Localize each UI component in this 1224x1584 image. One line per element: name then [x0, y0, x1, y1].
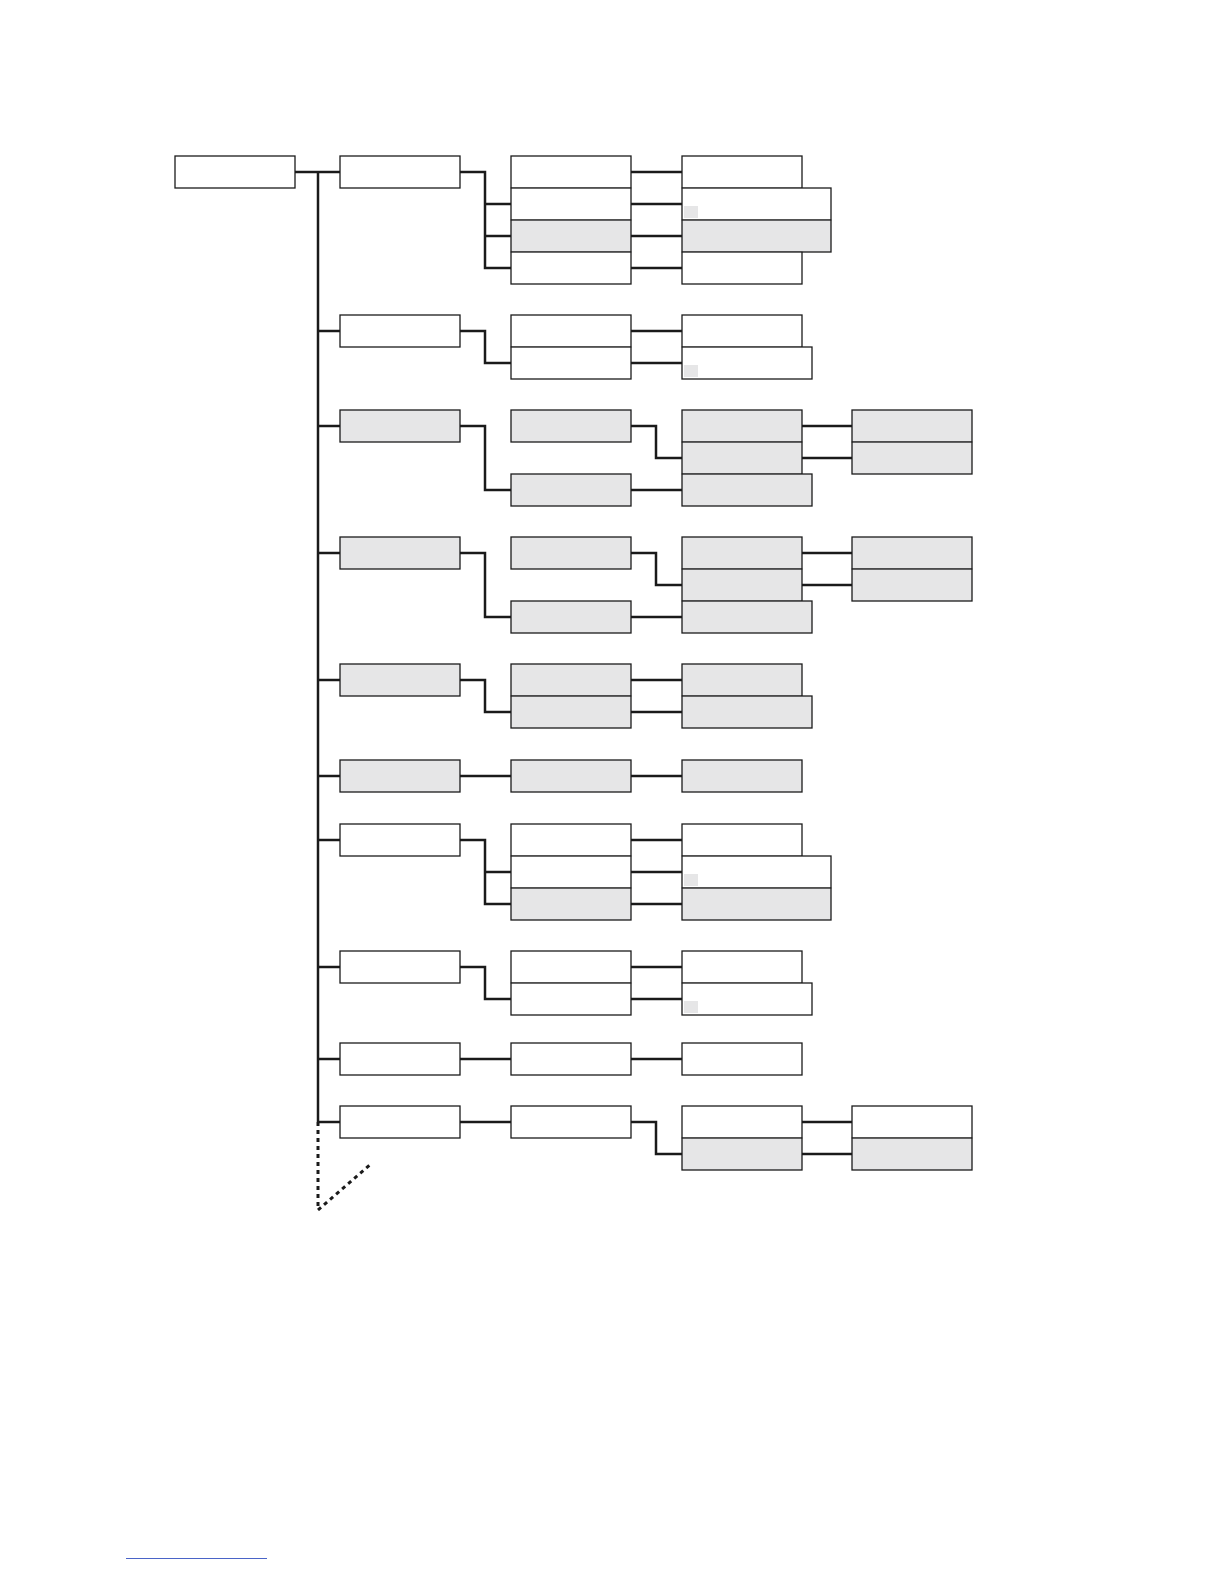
level2-node	[511, 983, 631, 1015]
level3-node	[682, 569, 802, 601]
level2-node	[511, 696, 631, 728]
level4-node	[852, 1138, 972, 1170]
level3-node	[682, 347, 812, 379]
level3-node	[682, 442, 802, 474]
sub-branch-bracket	[460, 680, 511, 712]
level1-node	[340, 156, 460, 188]
level3-node	[682, 252, 802, 284]
sub-branch-bracket	[460, 553, 511, 617]
level3-node	[682, 696, 812, 728]
level3-bracket	[631, 553, 682, 585]
level3-node	[682, 315, 802, 347]
footer-rule	[126, 1558, 267, 1559]
level3-node	[682, 188, 831, 220]
continuation-diagonal	[318, 1163, 372, 1210]
level1-node	[340, 1043, 460, 1075]
level4-node	[852, 569, 972, 601]
level4-node	[852, 442, 972, 474]
level4-node	[852, 537, 972, 569]
level3-node	[682, 220, 831, 252]
level2-node	[511, 410, 631, 442]
level3-node	[682, 888, 831, 920]
level2-node	[511, 188, 631, 220]
sub-branch-bracket	[460, 967, 511, 999]
level3-node	[682, 1138, 802, 1170]
level3-bracket	[631, 1122, 682, 1154]
level2-node	[511, 220, 631, 252]
level3-node	[682, 664, 802, 696]
level1-node	[340, 664, 460, 696]
level3-node	[682, 156, 802, 188]
level1-node	[340, 537, 460, 569]
level3-node	[682, 1043, 802, 1075]
sub-branch-bracket	[460, 331, 511, 363]
level2-node	[511, 664, 631, 696]
level4-node	[852, 1106, 972, 1138]
level3-node	[682, 1106, 802, 1138]
level1-node	[340, 1106, 460, 1138]
level3-bracket	[631, 426, 682, 458]
level2-node	[511, 1106, 631, 1138]
small-marker	[684, 874, 698, 886]
level3-node	[682, 983, 812, 1015]
level2-node	[511, 347, 631, 379]
level1-node	[340, 824, 460, 856]
tree-nodes	[175, 156, 972, 1170]
level3-node	[682, 537, 802, 569]
level3-node	[682, 824, 802, 856]
level2-node	[511, 824, 631, 856]
level2-node	[511, 760, 631, 792]
level2-node	[511, 601, 631, 633]
level3-node	[682, 410, 802, 442]
small-marker	[684, 365, 698, 377]
level3-node	[682, 760, 802, 792]
level2-node	[511, 1043, 631, 1075]
level2-node	[511, 888, 631, 920]
level1-node	[340, 760, 460, 792]
level2-node	[511, 474, 631, 506]
level3-node	[682, 474, 812, 506]
level4-node	[852, 410, 972, 442]
level2-node	[511, 951, 631, 983]
level2-node	[511, 537, 631, 569]
level3-node	[682, 601, 812, 633]
level3-node	[682, 951, 802, 983]
small-marker	[684, 1001, 698, 1013]
level2-node	[511, 315, 631, 347]
level3-node	[682, 856, 831, 888]
sub-branch-bracket	[460, 426, 511, 490]
level1-node	[340, 951, 460, 983]
level2-node	[511, 156, 631, 188]
level2-node	[511, 252, 631, 284]
level1-node	[340, 410, 460, 442]
root-node	[175, 156, 295, 188]
level1-node	[340, 315, 460, 347]
level2-node	[511, 856, 631, 888]
small-marker	[684, 206, 698, 218]
sub-branch-bracket	[460, 172, 511, 268]
